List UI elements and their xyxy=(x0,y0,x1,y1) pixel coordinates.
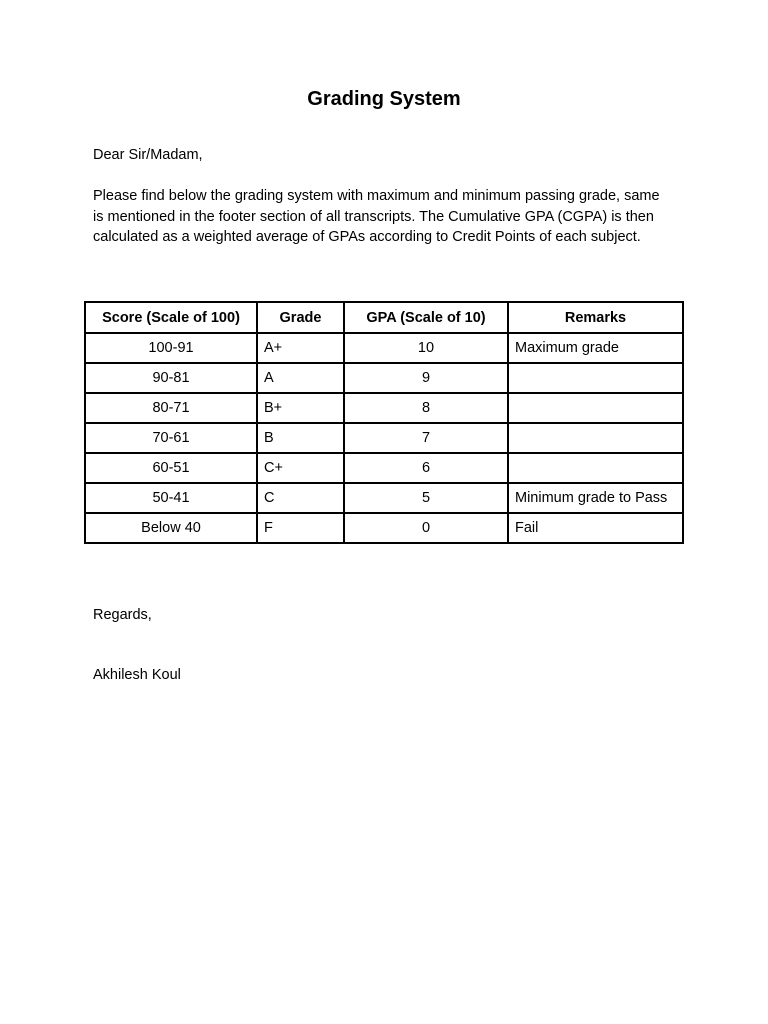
table-header-row xyxy=(85,302,683,333)
gpa-cell: 8 xyxy=(344,393,508,423)
remarks-cell xyxy=(508,423,683,453)
grading-table xyxy=(84,301,684,544)
grade-cell: A xyxy=(257,363,344,393)
table-row xyxy=(85,333,683,363)
score-cell: 90-81 xyxy=(85,363,257,393)
score-cell: 100-91 xyxy=(85,333,257,363)
table-row xyxy=(85,483,683,513)
grade-cell: C+ xyxy=(257,453,344,483)
grade-cell: B xyxy=(257,423,344,453)
table-row xyxy=(85,453,683,483)
remarks-cell: Minimum grade to Pass xyxy=(508,483,683,513)
header-grade: Grade xyxy=(257,302,344,333)
score-cell: 70-61 xyxy=(85,423,257,453)
score-cell: 60-51 xyxy=(85,453,257,483)
score-cell: 50-41 xyxy=(85,483,257,513)
gpa-cell: 7 xyxy=(344,423,508,453)
salutation: Dear Sir/Madam, xyxy=(93,147,203,163)
grade-cell: F xyxy=(257,513,344,543)
table-row xyxy=(85,393,683,423)
gpa-cell: 6 xyxy=(344,453,508,483)
table-row xyxy=(85,363,683,393)
gpa-cell: 5 xyxy=(344,483,508,513)
gpa-cell: 9 xyxy=(344,363,508,393)
table-row xyxy=(85,423,683,453)
score-cell: 80-71 xyxy=(85,393,257,423)
header-score: Score (Scale of 100) xyxy=(85,302,257,333)
signature-name: Akhilesh Koul xyxy=(93,667,181,683)
grade-cell: A+ xyxy=(257,333,344,363)
gpa-cell: 0 xyxy=(344,513,508,543)
page-title: Grading System xyxy=(307,88,461,110)
remarks-cell xyxy=(508,393,683,423)
remarks-cell: Fail xyxy=(508,513,683,543)
body-paragraph: Please find below the grading system with maximum and minimum passing grade, same is mentioned in the footer section of all transcripts. The Cumulative GPA (CGPA) is then calculated as a weighted average of GPAs according to Credit Points of each subject. xyxy=(93,188,660,245)
header-gpa: GPA (Scale of 10) xyxy=(344,302,508,333)
header-remarks: Remarks xyxy=(508,302,683,333)
remarks-cell xyxy=(508,453,683,483)
gpa-cell: 10 xyxy=(344,333,508,363)
grade-cell: C xyxy=(257,483,344,513)
score-cell: Below 40 xyxy=(85,513,257,543)
grade-cell: B+ xyxy=(257,393,344,423)
remarks-cell: Maximum grade xyxy=(508,333,683,363)
remarks-cell xyxy=(508,363,683,393)
closing-text: Regards, xyxy=(93,607,152,623)
table-row xyxy=(85,513,683,543)
